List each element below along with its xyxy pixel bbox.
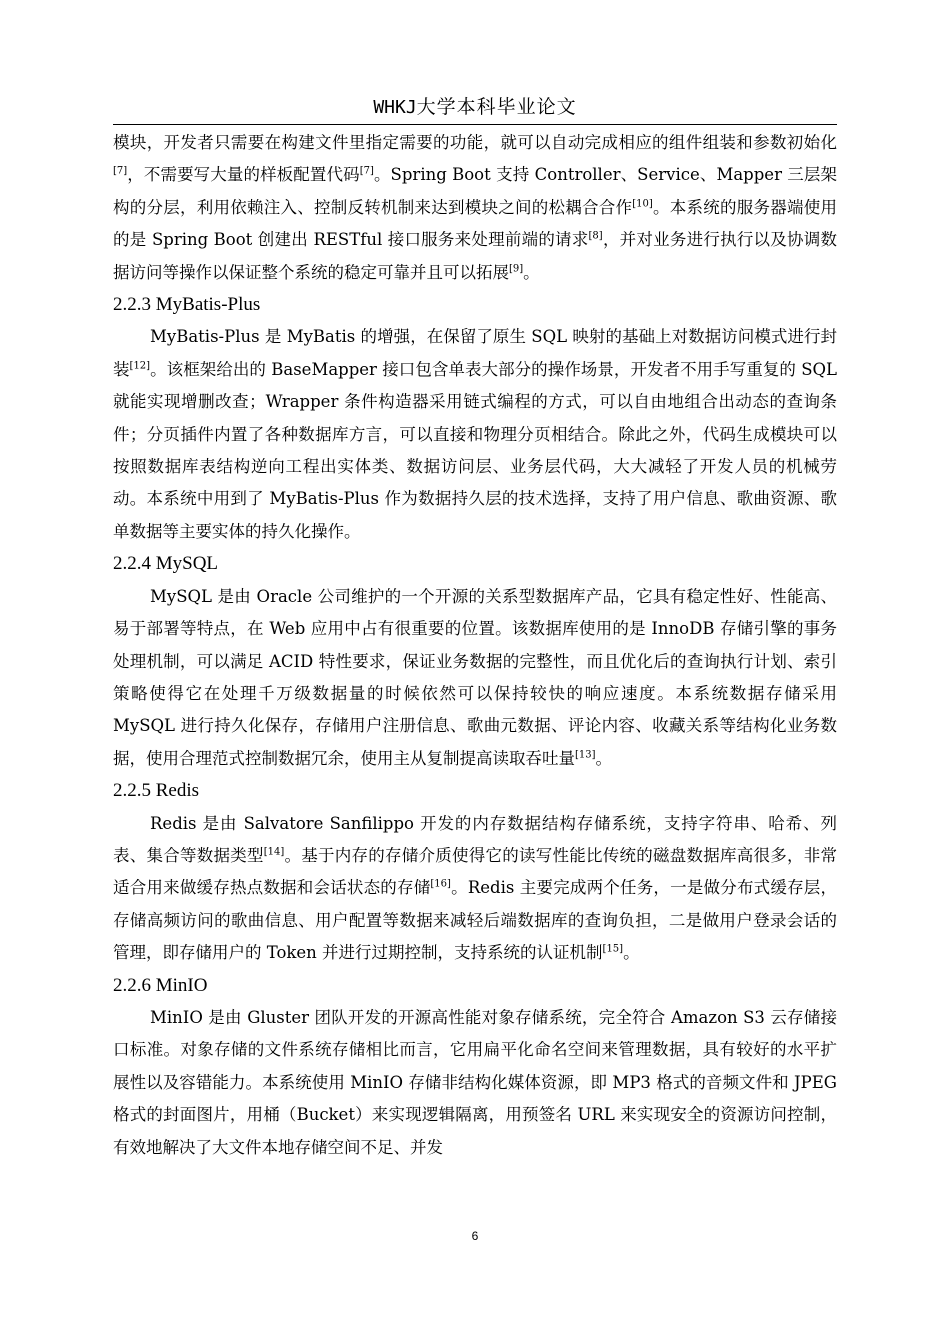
text-run: Redis 是由 Salvatore Sanfilippo 开发的内存数据结构存储系统，支持字符串、哈希、列表、集合等数据类型 xyxy=(113,813,837,865)
header-title: 大学本科毕业论文 xyxy=(416,96,577,118)
heading-redis: 2.2.5 Redis xyxy=(113,780,200,802)
paragraph-minio xyxy=(113,1002,837,1164)
citation: [16] xyxy=(430,878,451,890)
citation: [13] xyxy=(575,749,596,761)
text-run: 。Spring Boot 支持 Controller、Service、Mapper 三层架构的分层，利用依赖注入、控制反转机制来达到模块之间的松耦合合作 xyxy=(113,165,838,217)
text-run: 。 xyxy=(595,748,613,768)
text-run: 。本系统的服务器端使用的是 Spring Boot 创建出 RESTful 接口服务来处理前端的请求 xyxy=(113,197,838,250)
citation: [14] xyxy=(263,846,285,858)
heading-minio: 2.2.6 MinIO xyxy=(113,974,208,996)
header-latin: WHKJ xyxy=(373,97,417,118)
citation: [10] xyxy=(632,198,653,210)
citation: [15] xyxy=(602,943,624,955)
text-run: 。该框架给出的 BaseMapper 接口包含单表大部分的操作场景，开发者不用手写重复的 SQL 就能实现增删改查；Wrapper 条件构造器采用链式编程的方式，可以自由地组合出动态的查询条件；分页插件内置了各种数据库方言，可以直接和物理分页相结合。除此之外，代码生成模块可以按照数据库表结构逆向工程出实体类、数据访问层、业务层代码，大大减轻了开发人员的机械劳动。本系统中用到了 MyBatis-Plus 作为数据持久层的技术选择，支持了用户信息、歌曲资源、歌单数据等主要实体的持久化操作。 xyxy=(113,359,837,541)
text-run: MySQL 是由 Oracle 公司维护的一个开源的关系型数据库产品，它具有稳定性好、性能高、易于部署等特点，在 Web 应用中占有很重要的位置。该数据库使用的是 InnoDB 存储引擎的事务处理机制，可以满足 ACID 特性要求，保证业务数据的完整性，而且优化后的查询执行计划、索引策略使得它在处理千万级数据量的时候依然可以保持较快的响应速度。本系统数据存储采用 MySQL 进行持久化保存，存储用户注册信息、歌曲元数据、评论内容、收藏关系等结构化业务数据，使用合理范式控制数据冗余，使用主从复制提高读取吞吐量 xyxy=(113,586,837,768)
text-run: 。 xyxy=(523,262,540,282)
header-rule xyxy=(113,124,837,125)
citation: [7] xyxy=(113,165,128,177)
paragraph-mysql xyxy=(113,581,837,775)
paragraph-spring-boot xyxy=(113,127,837,289)
running-header xyxy=(0,94,950,121)
citation: [9] xyxy=(509,263,524,275)
text-run: ，不需要写大量的样板配置代码 xyxy=(127,165,360,185)
page-number: 6 xyxy=(471,1229,479,1243)
heading-mysql: 2.2.4 MySQL xyxy=(113,553,219,575)
paragraph-redis xyxy=(113,808,837,970)
text-run: 。Redis 主要完成两个任务，一是做分布式缓存层，存储高频访问的歌曲信息、用户配置等数据来减轻后端数据库的查询负担，二是做用户登录会话的管理，即存储用户的 Token 并进行过期控制，支持系统的认证机制 xyxy=(113,878,837,963)
text-run: MyBatis-Plus 是 MyBatis 的增强，在保留了原生 SQL 映射的基础上对数据访问模式进行封装 xyxy=(113,327,837,379)
citation: [7] xyxy=(359,165,374,177)
paragraph-mybatis-plus xyxy=(113,321,837,548)
text-run: 模块，开发者只需要在构建文件里指定需要的功能，就可以自动完成相应的组件组装和参数初始化 xyxy=(113,133,837,152)
text-run: 。 xyxy=(623,943,640,963)
text-run: ，并对业务进行执行以及协调数据访问等操作以保证整个系统的稳定可靠并且可以拓展 xyxy=(113,230,837,282)
text-run: MinIO 是由 Gluster 团队开发的开源高性能对象存储系统，完全符合 Amazon S3 云存储接口标准。对象存储的文件系统存储相比而言，它用扁平化命名空间来管理数据，具有较好的水平扩展性以及容错能力。本系统使用 MinIO 存储非结构化媒体资源，即 MP3 格式的音频文件和 JPEG 格式的封面图片，用桶（Bucket）来实现逻辑隔离，用预签名 URL 来实现安全的资源访问控制，有效地解决了大文件本地存储空间不足、并发 xyxy=(113,1007,837,1157)
body-text xyxy=(113,127,837,1164)
citation: [12] xyxy=(129,360,151,372)
text-run: 。基于内存的存储介质使得它的读写性能比传统的磁盘数据库高很多，非常适合用来做缓存热点数据和会话状态的存储 xyxy=(113,845,838,898)
citation: [8] xyxy=(588,230,603,242)
heading-mybatis-plus: 2.2.3 MyBatis-Plus xyxy=(113,294,261,316)
